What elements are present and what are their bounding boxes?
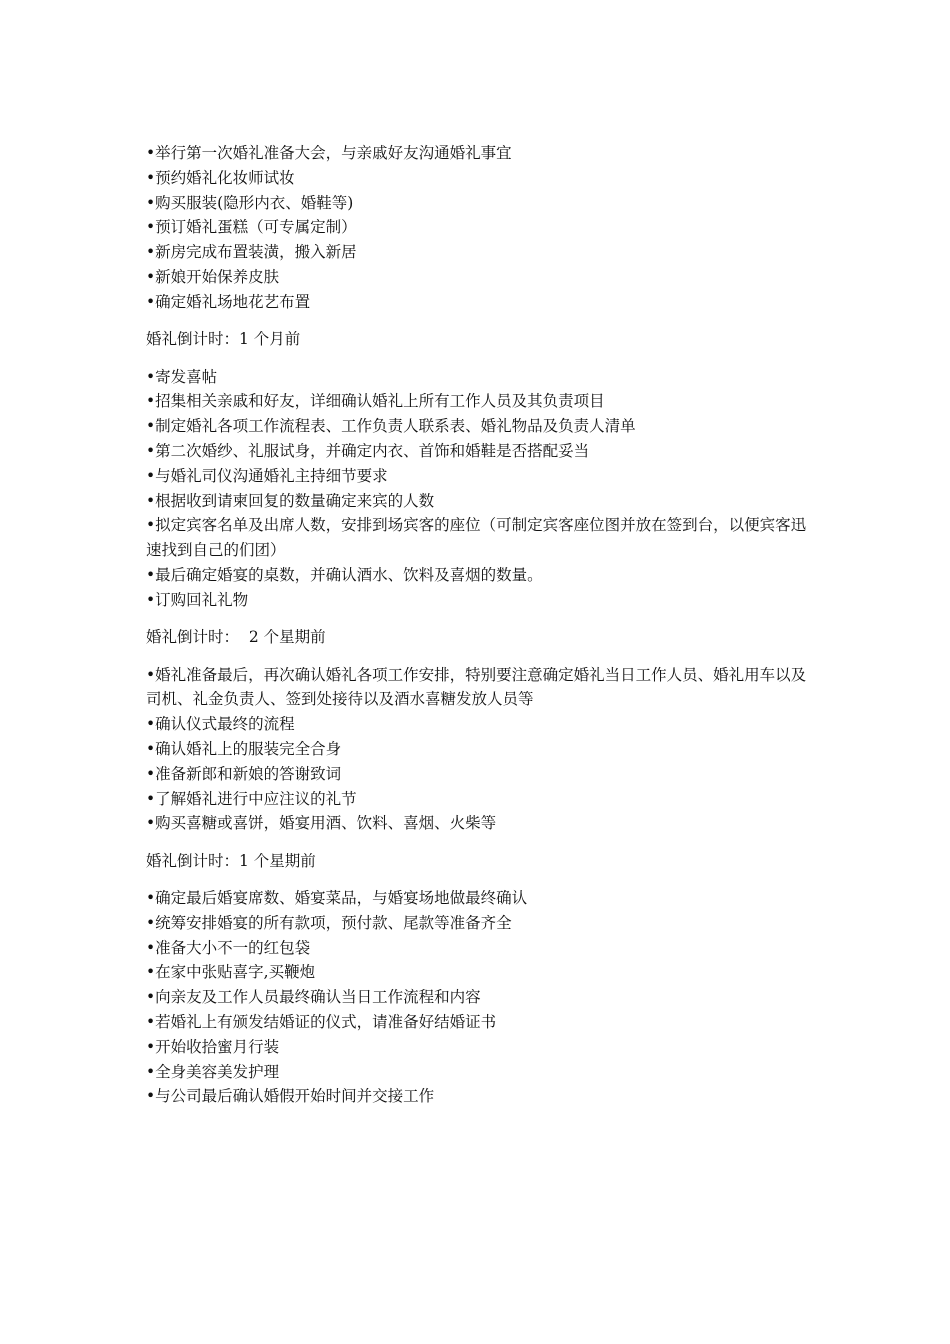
section-heading-1-week: 婚礼倒计时：1 个星期前 (146, 851, 316, 870)
list-item: •购买喜糖或喜饼，婚宴用酒、饮料、喜烟、火柴等 (146, 814, 497, 833)
section-heading-2-weeks: 婚礼倒计时： 2 个星期前 (146, 628, 326, 647)
section-1-month-list (146, 365, 814, 613)
list-item: •预约婚礼化妆师试妆 (146, 168, 295, 187)
list-item: •了解婚礼进行中应注议的礼节 (146, 789, 357, 808)
list-item: •新房完成布置装潢，搬入新居 (146, 243, 357, 262)
section-2-weeks-list (146, 663, 814, 837)
list-item: •最后确定婚宴的桌数，并确认酒水、饮料及喜烟的数量。 (146, 565, 543, 584)
list-item: •购买服装(隐形内衣、婚鞋等) (146, 193, 354, 212)
list-item: •在家中张贴喜字,买鞭炮 (146, 963, 316, 982)
document-page (146, 141, 814, 1109)
list-item: •寄发喜帖 (146, 367, 218, 386)
list-item: •婚礼准备最后，再次确认婚礼各项工作安排，特别要注意确定婚礼当日工作人员、婚礼用车以及司机、礼金负责人、签到处接待以及酒水喜糖发放人员等 (146, 665, 807, 709)
list-item: •准备新郎和新娘的答谢致词 (146, 764, 342, 783)
list-item: •确定婚礼场地花艺布置 (146, 292, 311, 311)
list-item: •开始收拾蜜月行装 (146, 1037, 280, 1056)
list-item: •新娘开始保养皮肤 (146, 267, 280, 286)
list-item: •确定最后婚宴席数、婚宴菜品，与婚宴场地做最终确认 (146, 889, 528, 908)
list-item: •订购回礼礼物 (146, 590, 249, 609)
list-item: •与公司最后确认婚假开始时间并交接工作 (146, 1087, 435, 1106)
list-item: •准备大小不一的红包袋 (146, 938, 311, 957)
list-item: •与婚礼司仪沟通婚礼主持细节要求 (146, 466, 388, 485)
section-1-week-list (146, 886, 814, 1109)
list-item: •若婚礼上有颁发结婚证的仪式，请准备好结婚证书 (146, 1013, 497, 1032)
list-item: •举行第一次婚礼准备大会，与亲戚好友沟通婚礼事宜 (146, 144, 512, 162)
list-item: •招集相关亲戚和好友，详细确认婚礼上所有工作人员及其负责项目 (146, 392, 605, 411)
list-item: •确认婚礼上的服装完全合身 (146, 739, 342, 758)
section-heading-1-month: 婚礼倒计时：1 个月前 (146, 330, 301, 349)
list-item: •确认仪式最终的流程 (146, 715, 295, 734)
list-item: •第二次婚纱、礼服试身，并确定内衣、首饰和婚鞋是否搭配妥当 (146, 441, 590, 460)
list-item: •根据收到请柬回复的数量确定来宾的人数 (146, 491, 435, 510)
list-item: •制定婚礼各项工作流程表、工作负责人联系表、婚礼物品及负责人清单 (146, 417, 636, 436)
list-item: •拟定宾客名单及出席人数，安排到场宾客的座位（可制定宾客座位图并放在签到台，以便宾客迅速找到自己的们团） (146, 516, 807, 560)
section-top-list (146, 141, 814, 315)
list-item: •全身美容美发护理 (146, 1062, 280, 1081)
list-item: •预订婚礼蛋糕（可专属定制） (146, 218, 357, 237)
list-item: •统筹安排婚宴的所有款项，预付款、尾款等准备齐全 (146, 913, 512, 932)
list-item: •向亲友及工作人员最终确认当日工作流程和内容 (146, 988, 481, 1007)
